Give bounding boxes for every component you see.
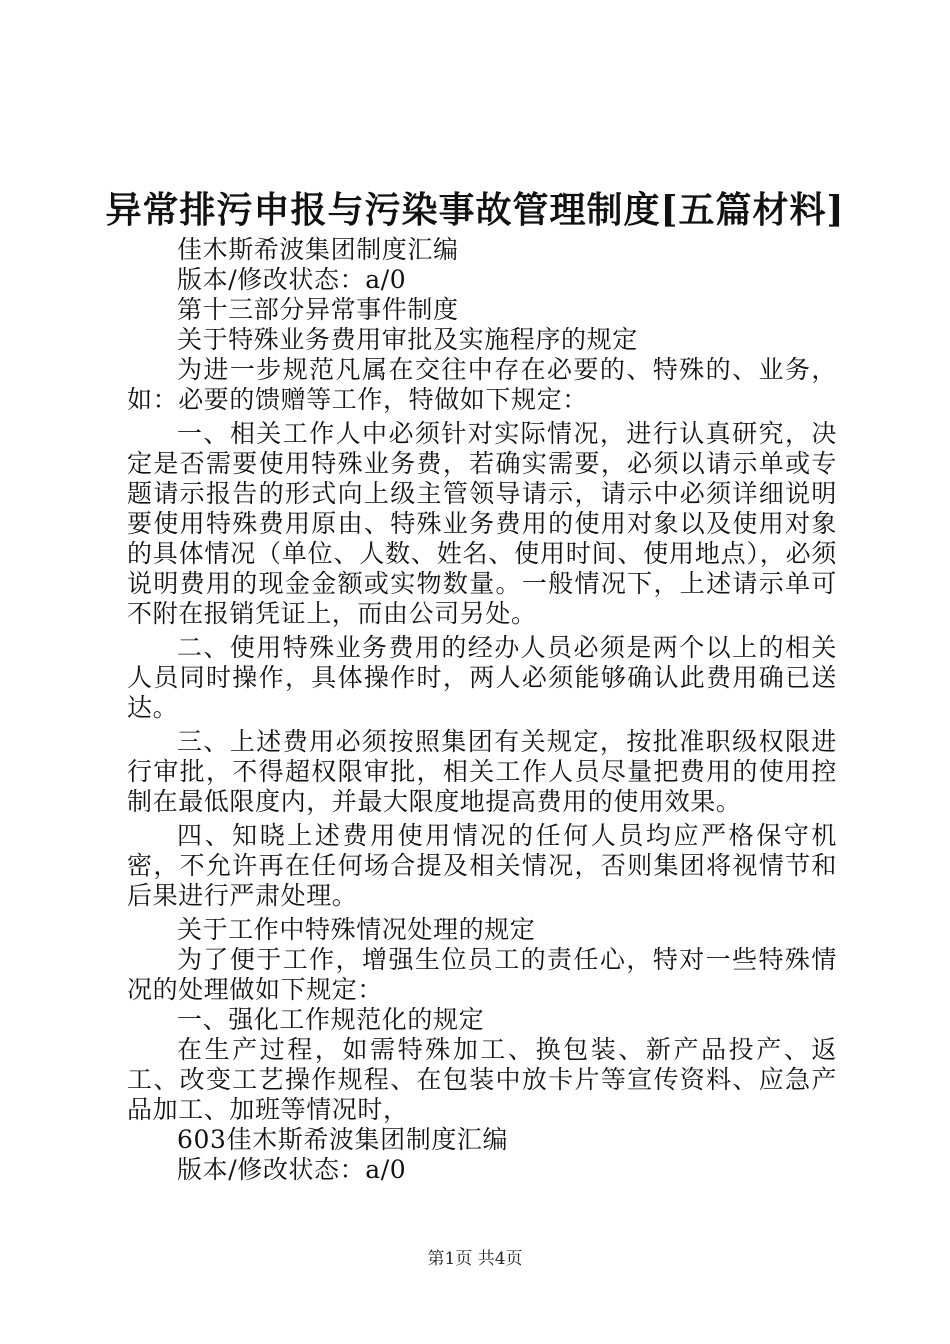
paragraph: 版本/修改状态：a/0	[177, 265, 407, 294]
paragraph: 二、使用特殊业务费用的经办人员必须是两个以上的相关人员同时操作，具体操作时，两人必须能够确认此费用确已送达。	[127, 633, 837, 722]
paragraph: 关于工作中特殊情况处理的规定	[177, 915, 536, 944]
paragraph: 佳木斯希波集团制度汇编	[177, 235, 459, 264]
paragraph: 四、知晓上述费用使用情况的任何人员均应严格保守机密，不允许再在任何场合提及相关情况，否则集团将视情节和后果进行严肃处理。	[127, 821, 837, 910]
paragraph: 为了便于工作，增强生位员工的责任心，特对一些特殊情况的处理做如下规定：	[127, 945, 837, 1004]
page-footer: 第1页 共4页	[427, 1249, 523, 1269]
paragraph: 关于特殊业务费用审批及实施程序的规定	[177, 325, 638, 354]
paragraph: 三、上述费用必须按照集团有关规定，按批准职级权限进行审批，不得超权限审批，相关工作人员尽量把费用的使用控制在最低限度内，并最大限度地提高费用的使用效果。	[127, 727, 837, 816]
paragraph: 为进一步规范凡属在交往中存在必要的、特殊的、业务，如：必要的馈赠等工作，特做如下规定：	[127, 355, 837, 414]
document-title: 异常排污申报与污染事故管理制度[五篇材料]	[105, 189, 845, 231]
paragraph: 在生产过程，如需特殊加工、换包装、新产品投产、返工、改变工艺操作规程、在包装中放卡片等宣传资料、应急产品加工、加班等情况时，	[127, 1035, 837, 1124]
paragraph: 版本/修改状态：a/0	[177, 1155, 407, 1184]
paragraph: 一、相关工作人中必须针对实际情况，进行认真研究，决定是否需要使用特殊业务费，若确实需要，必须以请示单或专题请示报告的形式向上级主管领导请示，请示中必须详细说明要使用特殊费用原由、特殊业务费用的使用对象以及使用对象的具体情况（单位、人数、姓名、使用时间、使用地点），必须说明费用的现金金额或实物数量。一般情况下，上述请示单可不附在报销凭证上，而由公司另处。	[127, 419, 837, 628]
paragraph: 一、强化工作规范化的规定	[177, 1005, 485, 1034]
document-body	[127, 235, 837, 1185]
paragraph: 603佳木斯希波集团制度汇编	[177, 1125, 509, 1154]
paragraph: 第十三部分异常事件制度	[177, 295, 459, 324]
